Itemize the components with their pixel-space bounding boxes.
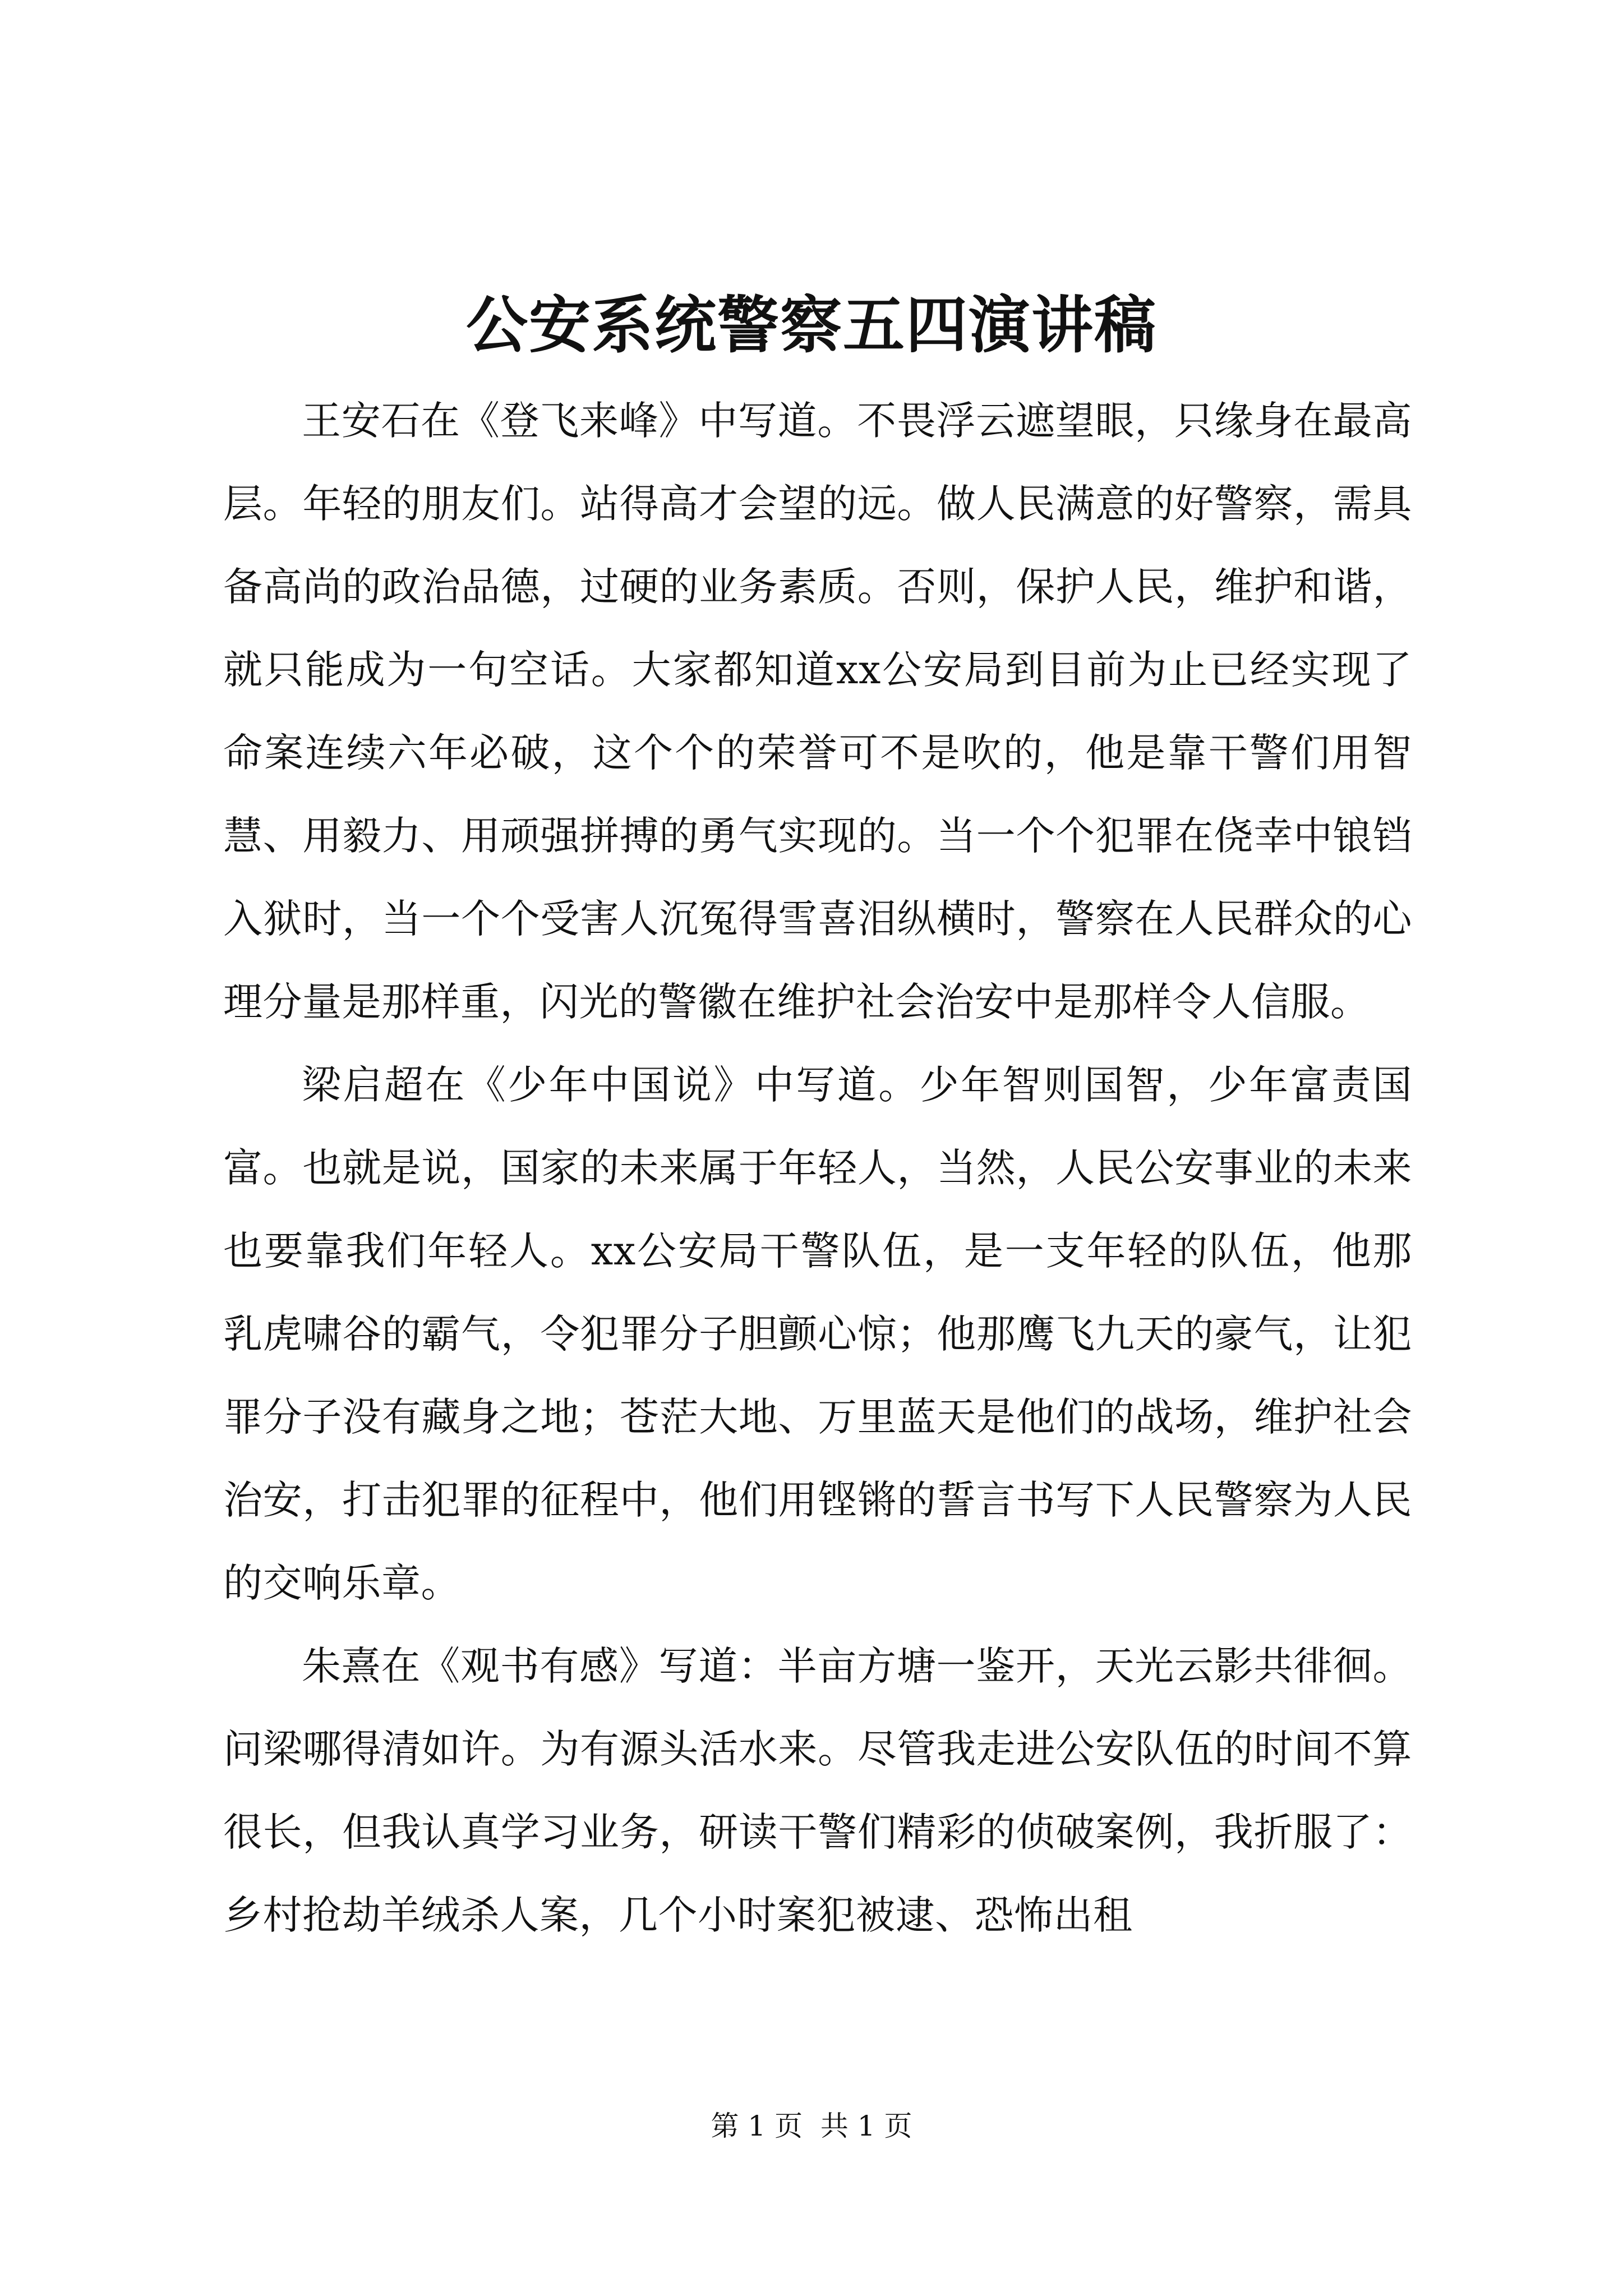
document-title: 公安系统警察五四演讲稿 <box>466 289 1157 361</box>
paragraph-3: 朱熹在《观书有感》写道：半亩方塘一鉴开，天光云影共徘徊。问梁哪得清如许。为有源头活水来。尽管我走进公安队伍的时间不算很长，但我认真学习业务，研读干警们精彩的侦破案例，我折服了：乡村抢劫羊绒杀人案，几个小时案犯被逮、恐怖出租 <box>223 1643 1412 1938</box>
paragraph-1: 王安石在《登飞来峰》中写道。不畏浮云遮望眼，只缘身在最高层。年轻的朋友们。站得高才会望的远。做人民满意的好警察，需具备高尚的政治品德，过硬的业务素质。否则，保护人民，维护和谐，就只能成为一句空话。大家都知道xx公安局到目前为止已经实现了命案连续六年必破，这个个的荣誉可不是吹的，他是靠干警们用智慧、用毅力、用顽强拼搏的勇气实现的。当一个个犯罪在侥幸中锒铛入狱时，当一个个受害人沉冤得雪喜泪纵横时，警察在人民群众的心理分量是那样重，闪光的警徽在维护社会治安中是那样令人信服。 <box>223 398 1412 1025</box>
paragraph-2: 梁启超在《少年中国说》中写道。少年智则国智，少年富责国富。也就是说，国家的未来属于年轻人，当然，人民公安事业的未来也要靠我们年轻人。xx公安局干警队伍，是一支年轻的队伍，他那乳虎啸谷的霸气，令犯罪分子胆颤心惊；他那鹰飞九天的豪气，让犯罪分子没有藏身之地；苍茫大地、万里蓝天是他们的战场，维护社会治安，打击犯罪的征程中，他们用铿锵的誓言书写下人民警察为人民的交响乐章。 <box>223 1062 1412 1606</box>
page-number-footer: 第 1 页 共 1 页 <box>711 2110 912 2142</box>
document-body <box>223 379 1412 1957</box>
